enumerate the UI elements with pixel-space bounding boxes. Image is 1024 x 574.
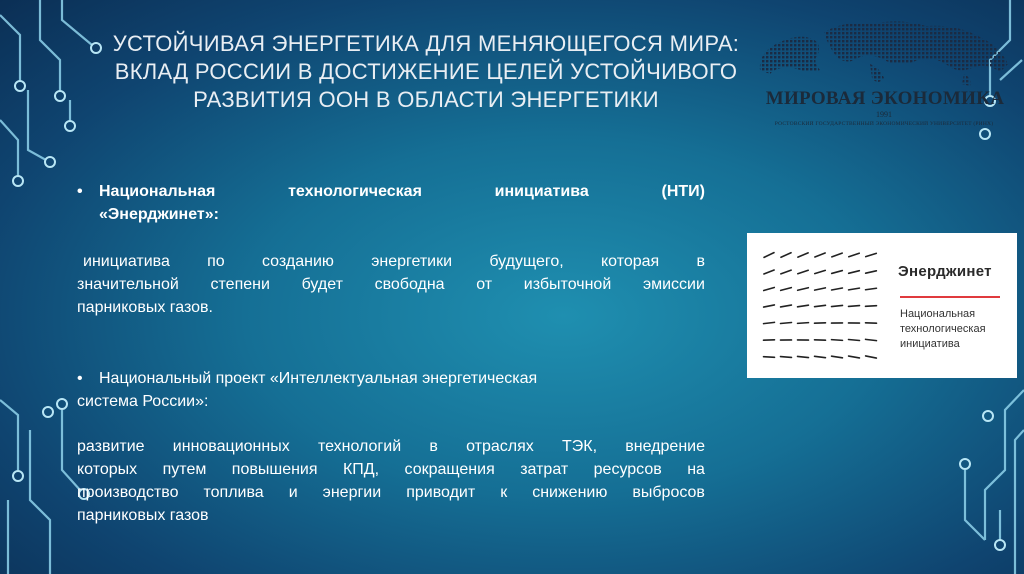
- logo-dash: [781, 253, 791, 258]
- title-line: УСТОЙЧИВАЯ ЭНЕРГЕТИКА ДЛЯ МЕНЯЮЩЕГОСЯ МИРА:: [112, 31, 740, 56]
- logo-university: РОСТОВСКИЙ ГОСУДАРСТВЕННЫЙ ЭКОНОМИЧЕСКИЙ УНИВЕРСИТЕТ (РИНХ): [774, 121, 994, 127]
- text-word: технологий: [317, 438, 402, 455]
- bullet-marker: •: [77, 183, 83, 200]
- logo-dash: [798, 323, 809, 324]
- logo-dash: [781, 322, 792, 323]
- logo-dash: [832, 253, 842, 257]
- text-word: инициатива: [83, 253, 170, 270]
- logo-dash: [781, 305, 792, 307]
- logo-dash: [815, 270, 826, 273]
- bullet-line: Национальный проект «Интеллектуальная энергетическая: [99, 370, 538, 387]
- text-word: технологическая: [288, 183, 422, 200]
- energynet-subtitle-line: инициатива: [900, 338, 960, 350]
- text-word: ресурсов: [593, 461, 662, 478]
- energynet-logo-card: [747, 233, 1017, 378]
- paragraph-line: парниковых газов.: [77, 299, 213, 316]
- energynet-subtitle: [900, 307, 1015, 352]
- logo-dash: [815, 305, 826, 306]
- logo-name: МИРОВАЯ ЭКОНОМИКА: [765, 88, 1005, 109]
- logo-year: 1991: [876, 110, 892, 119]
- logo-dash: [815, 356, 826, 357]
- paragraph-national-project: [77, 435, 705, 527]
- logo-dash: [781, 357, 792, 358]
- logo-dash: [798, 270, 808, 273]
- text-word: выбросов: [632, 484, 705, 501]
- text-word: сокращения: [404, 461, 495, 478]
- world-map-icon: [750, 12, 1018, 92]
- title-line: РАЗВИТИЯ ООН В ОБЛАСТИ ЭНЕРГЕТИКИ: [193, 87, 659, 112]
- text-word: приводит: [406, 484, 476, 501]
- text-word: будет: [301, 276, 343, 293]
- logo-dash: [764, 270, 774, 274]
- text-word: к: [500, 484, 508, 501]
- mirovaya-ekonomika-logo: [750, 12, 1018, 142]
- bullet-national-project: [77, 367, 637, 413]
- energynet-title: Энерджинет: [898, 263, 992, 280]
- bullet-nti: [77, 180, 705, 226]
- logo-dash: [764, 253, 774, 258]
- text-word: степени: [210, 276, 270, 293]
- text-word: инновационных: [172, 438, 290, 455]
- text-word: которая: [600, 253, 660, 270]
- logo-dash: [832, 305, 843, 306]
- text-word: созданию: [262, 253, 334, 270]
- logo-dash: [798, 253, 808, 257]
- logo-dash: [866, 306, 877, 307]
- energynet-dashes-icon: [761, 243, 891, 373]
- logo-dash: [798, 305, 809, 307]
- text-word: инициатива: [494, 183, 589, 200]
- text-word: снижению: [532, 484, 608, 501]
- logo-dash: [832, 288, 843, 290]
- logo-dash: [866, 339, 877, 340]
- text-word: КПД,: [342, 461, 380, 478]
- logo-dash: [832, 271, 843, 274]
- text-word: ТЭК,: [562, 438, 598, 455]
- energynet-red-rule: [900, 296, 1000, 298]
- text-word: развитие: [77, 438, 145, 455]
- logo-dash: [849, 271, 860, 274]
- logo-dash: [866, 253, 877, 256]
- logo-dash: [815, 288, 826, 290]
- logo-dash: [849, 288, 860, 290]
- logo-dash: [866, 356, 877, 358]
- logo-dash: [866, 288, 877, 289]
- text-word: в: [429, 438, 438, 455]
- logo-dash: [781, 288, 792, 291]
- text-word: энергии: [322, 484, 382, 501]
- text-word: и: [288, 484, 298, 501]
- slide-title: [112, 30, 740, 114]
- energynet-subtitle-line: технологическая: [900, 323, 986, 335]
- text-word: значительной: [77, 276, 179, 293]
- logo-dash: [832, 340, 843, 341]
- paragraph-nti: [77, 250, 705, 319]
- logo-dash: [798, 288, 809, 291]
- bullet-marker: •: [77, 370, 83, 387]
- text-word: которых: [77, 461, 138, 478]
- text-word: повышения: [231, 461, 318, 478]
- text-word: избыточной: [523, 276, 612, 293]
- logo-dash: [815, 253, 825, 257]
- logo-dash: [781, 270, 791, 274]
- text-word: на: [687, 461, 705, 478]
- text-word: в: [696, 253, 705, 270]
- text-word: затрат: [520, 461, 569, 478]
- text-word: будущего,: [489, 253, 564, 270]
- logo-dash: [764, 357, 775, 358]
- text-word: по: [207, 253, 225, 270]
- text-word: свободна: [374, 276, 445, 293]
- bullet-line: системa России»:: [77, 393, 209, 410]
- text-word: топлива: [203, 484, 264, 501]
- text-word: (НТИ): [661, 183, 705, 200]
- logo-dash: [798, 356, 809, 357]
- logo-dash: [764, 305, 775, 307]
- logo-dash: [849, 253, 859, 257]
- text-word: Национальная: [99, 183, 216, 200]
- bullet-line: «Энерджинет»:: [99, 206, 219, 223]
- text-word: производство: [77, 484, 179, 501]
- text-word: эмиссии: [642, 276, 705, 293]
- title-line: ВКЛАД РОССИИ В ДОСТИЖЕНИЕ ЦЕЛЕЙ УСТОЙЧИВОГО: [114, 59, 738, 84]
- energynet-subtitle-line: Национальная: [900, 308, 976, 320]
- logo-dash: [849, 356, 860, 358]
- text-word: энергетики: [371, 253, 453, 270]
- text-word: внедрение: [625, 438, 705, 455]
- logo-dash: [849, 306, 860, 307]
- text-word: от: [476, 276, 493, 293]
- logo-dash: [832, 356, 843, 358]
- logo-dash: [849, 339, 860, 340]
- text-word: отраслях: [466, 438, 534, 455]
- paragraph-line: парниковых газов: [77, 507, 209, 524]
- text-word: путем: [162, 461, 207, 478]
- logo-dash: [866, 271, 877, 273]
- logo-dash: [764, 322, 775, 323]
- logo-dash: [764, 287, 775, 290]
